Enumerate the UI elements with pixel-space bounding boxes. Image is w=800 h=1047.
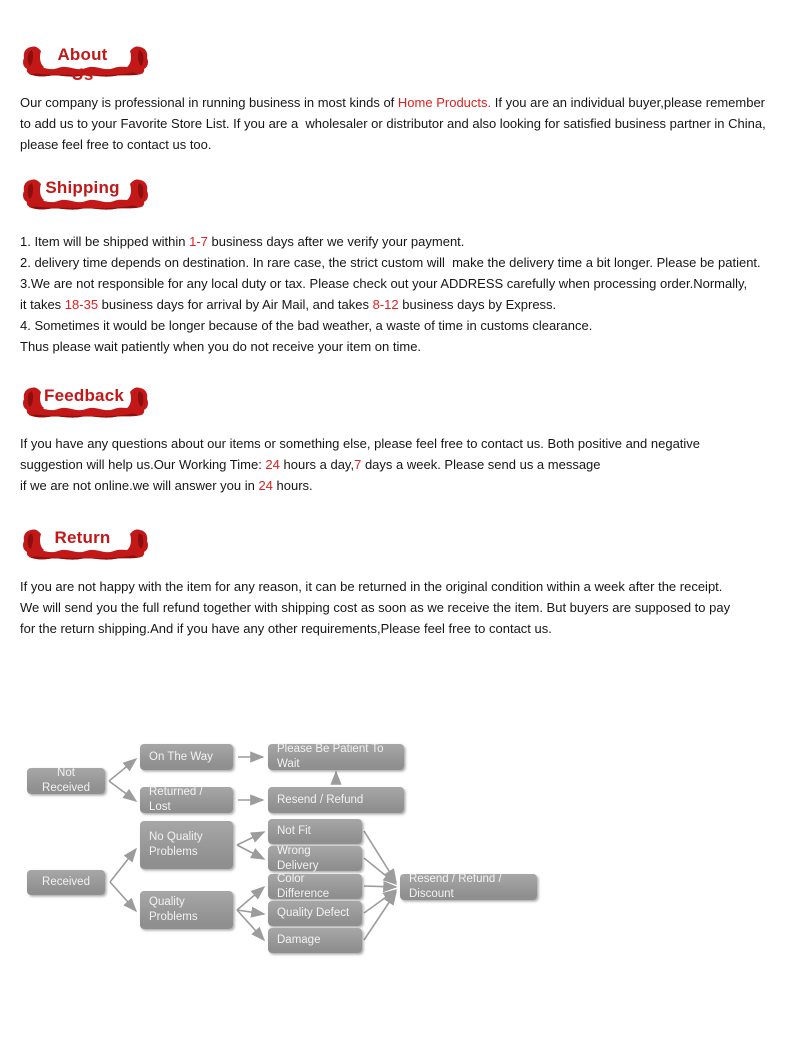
shipping-ribbon — [22, 177, 149, 211]
flow-node-resend-refund-discount: Resend / Refund / Discount — [400, 874, 537, 900]
text-run: 2. delivery time depends on destination. In rare case, the strict custom will make the delivery time a bit longer. Please be patient. — [20, 255, 761, 270]
text-line — [20, 92, 766, 113]
about-us-ribbon — [22, 44, 149, 84]
text-line — [20, 597, 730, 618]
flow-node-not-received: Not Received — [27, 768, 105, 794]
flow-node-color-difference: Color Difference — [268, 874, 362, 899]
flow-arrow — [237, 887, 264, 910]
highlight-text: 18-35 — [64, 297, 99, 312]
about-paragraph — [20, 92, 766, 155]
highlight-text: 7 — [354, 457, 362, 472]
text-line — [20, 454, 700, 475]
text-line — [20, 134, 766, 155]
flow-arrow — [237, 845, 264, 859]
highlight-text: 24 — [258, 478, 273, 493]
return-ribbon — [22, 527, 149, 561]
feedback-ribbon — [22, 385, 149, 419]
text-run: for the return shipping.And if you have any other requirements,Please feel free to contact us. — [20, 621, 552, 636]
text-run: to add us to your Favorite Store List. If you are a wholesaler or distributor and also looking for satisfied business partner in China, — [20, 116, 766, 131]
highlight-text: 24 — [265, 457, 280, 472]
text-run: If you have any questions about our items or something else, please feel free to contact us. Both positive and negative — [20, 436, 701, 451]
highlight-text: 8-12 — [372, 297, 399, 312]
flow-arrow — [364, 892, 396, 940]
text-line — [20, 433, 700, 454]
text-run: 1. Item will be shipped within — [20, 234, 190, 249]
flow-node-on-the-way: On The Way — [140, 744, 233, 770]
text-run: Thus please wait patiently when you do not receive your item on time. — [20, 339, 422, 354]
flow-arrow — [364, 890, 396, 913]
text-line — [20, 113, 766, 134]
text-line — [20, 273, 761, 294]
text-run: 4. Sometimes it would be longer because of the bad weather, a waste of time in customs clearance. — [20, 318, 593, 333]
flow-arrow — [237, 832, 264, 845]
text-run: suggestion will help us.Our Working Time: — [20, 457, 266, 472]
flow-node-quality-defect: Quality Defect — [268, 901, 362, 926]
text-run: If you are not happy with the item for any reason, it can be returned in the original condition within a week after the receipt. — [20, 579, 723, 594]
text-run: it takes — [20, 297, 65, 312]
highlight-text: 1-7 — [189, 234, 208, 249]
section-title-feedback: Feedback — [44, 386, 125, 405]
text-line — [20, 336, 761, 357]
flow-arrow — [237, 910, 264, 914]
flow-node-wrong-delivery: Wrong Delivery — [268, 846, 362, 871]
text-run: business days by Express. — [398, 297, 557, 312]
text-run: Our company is professional in running business in most kinds of — [20, 95, 398, 110]
text-line — [20, 231, 761, 252]
section-title-shipping: Shipping — [45, 178, 120, 197]
text-run: please feel free to contact us too. — [20, 137, 212, 152]
text-run: hours. — [272, 478, 313, 493]
text-line — [20, 475, 700, 496]
text-line — [20, 576, 730, 597]
text-run: days a week. Please send us a message — [361, 457, 601, 472]
flow-node-no-quality-problems: No Quality Problems — [140, 821, 233, 869]
flow-arrow — [364, 858, 396, 884]
text-line — [20, 315, 761, 336]
feedback-paragraph — [20, 433, 700, 496]
text-line — [20, 252, 761, 273]
flow-arrow — [110, 882, 136, 911]
flow-node-received: Received — [27, 870, 105, 895]
flow-node-resend-refund: Resend / Refund — [268, 787, 404, 813]
flow-arrow — [109, 781, 136, 801]
text-run: If you are an individual buyer,please remember — [491, 95, 766, 110]
flow-node-please-be-patient: Please Be Patient To Wait — [268, 744, 404, 770]
section-title-about: About Us — [57, 45, 108, 84]
text-run: We will send you the full refund together with shipping cost as soon as we receive the item. But buyers are supposed to pay — [20, 600, 731, 615]
text-line — [20, 618, 730, 639]
flow-node-returned-lost: Returned / Lost — [140, 787, 233, 813]
text-run: hours a day, — [279, 457, 355, 472]
text-line — [20, 294, 761, 315]
flow-node-not-fit: Not Fit — [268, 819, 362, 844]
flow-arrow — [110, 849, 136, 882]
flow-arrow — [109, 759, 136, 781]
text-run: 3.We are not responsible for any local duty or tax. Please check out your ADDRESS carefully when processing order.Normally, — [20, 276, 748, 291]
shipping-paragraph — [20, 231, 761, 357]
text-run: if we are not online.we will answer you in — [20, 478, 259, 493]
flow-arrow — [237, 910, 264, 940]
return-paragraph — [20, 576, 730, 639]
flow-arrow — [364, 886, 396, 887]
highlight-text: Home Products. — [397, 95, 492, 110]
flow-node-quality-problems: Quality Problems — [140, 891, 233, 929]
flow-arrow — [364, 831, 396, 882]
flow-node-damage: Damage — [268, 928, 362, 953]
text-run: business days after we verify your payment. — [207, 234, 465, 249]
section-title-return: Return — [54, 528, 111, 547]
text-run: business days for arrival by Air Mail, and takes — [98, 297, 373, 312]
